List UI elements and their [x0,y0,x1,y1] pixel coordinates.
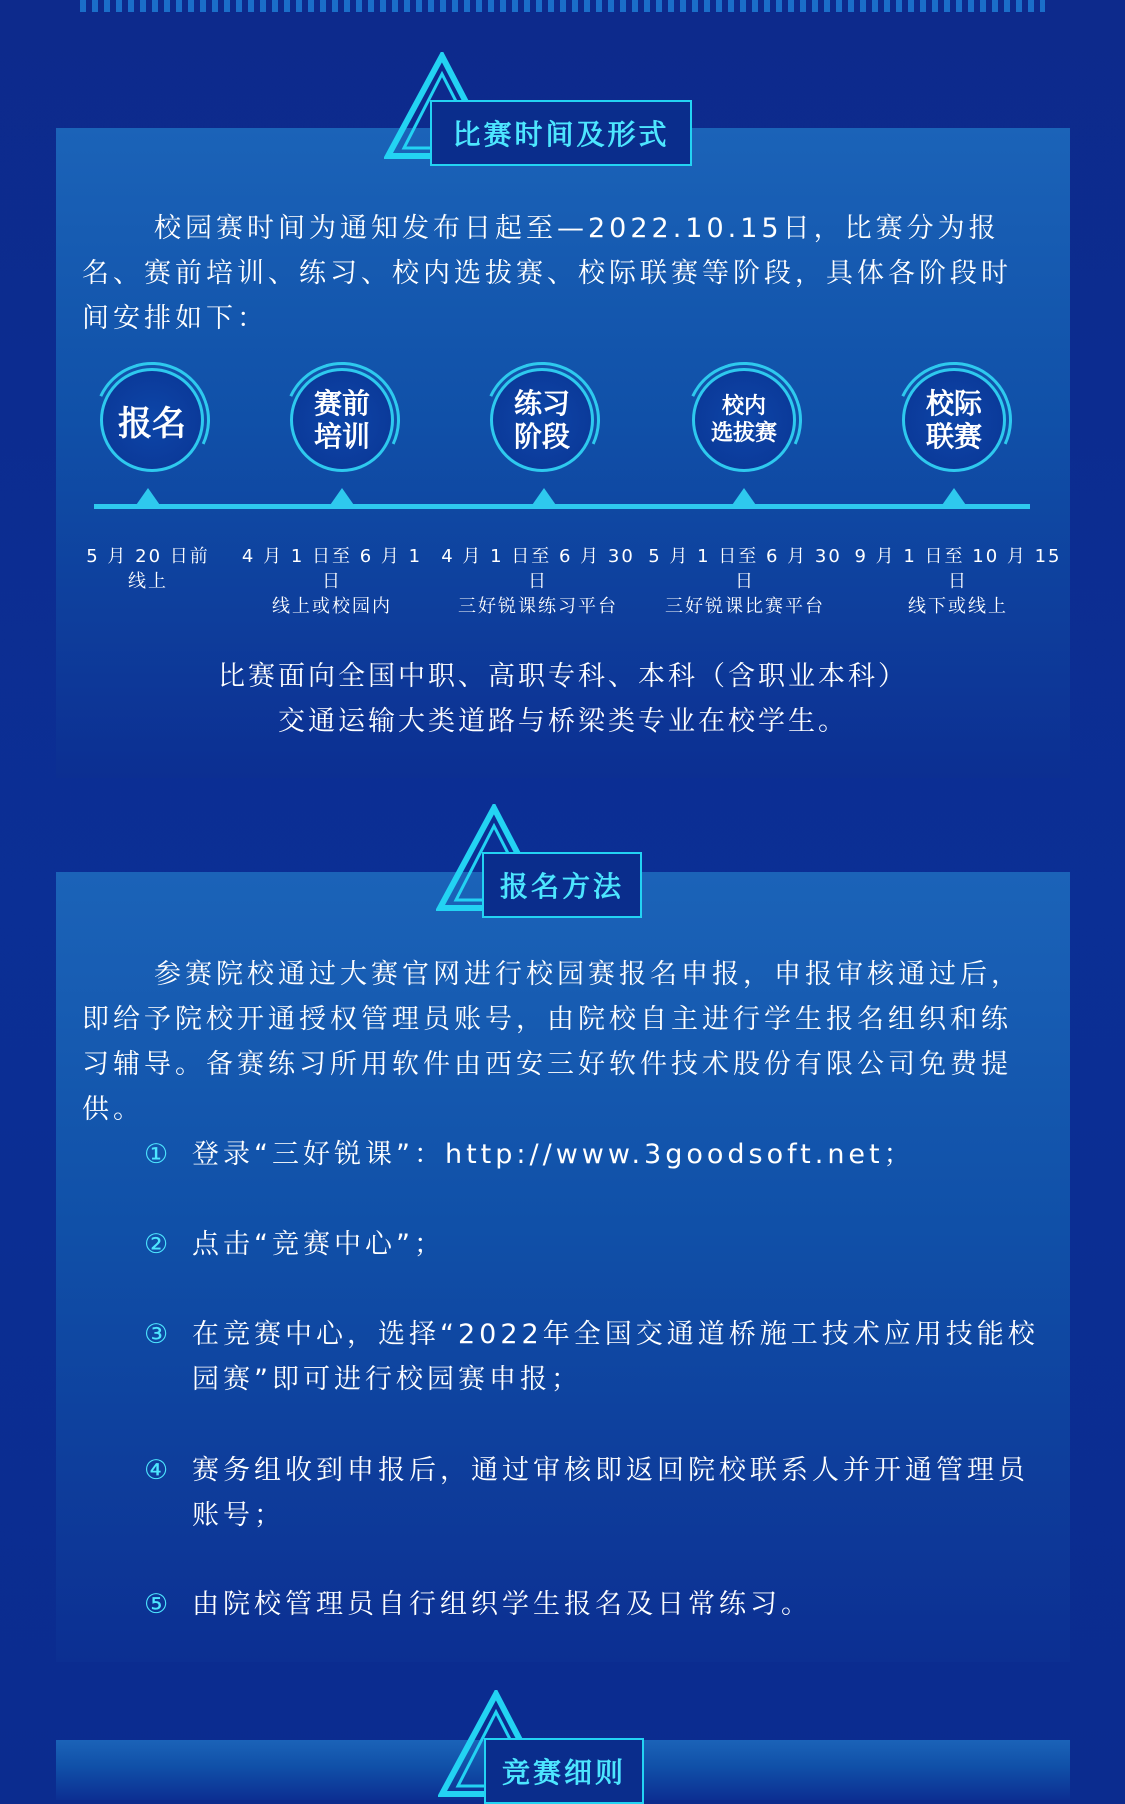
stage-intercollegiate [902,368,1012,472]
stage-date-registration: 5 月 20 日前 线上 [86,546,210,592]
step-text: 点击“竞赛中心”； [192,1229,445,1260]
stage-training [290,368,400,472]
timeline-marker [134,488,162,508]
stage-label: 练习 阶段 [513,387,570,453]
step-text: 在竞赛中心，选择“2022年全国交通道桥施工技术应用技能校园赛”即可进行校园赛申报； [192,1319,1039,1395]
step-text: 登录“三好锐课”：http://www.3goodsoft.net； [192,1139,915,1170]
step-number: ⑤ [144,1589,173,1620]
timeline-marker [328,488,356,508]
step-number: ③ [144,1319,173,1350]
schedule-intro: 校园赛时间为通知发布日起至—2022.10.15日，比赛分为报名、赛前培训、练习、校内选拔赛、校际联赛等阶段，具体各阶段时间安排如下： [82,213,1012,334]
stage-practice [490,368,600,472]
stage-date-practice: 4 月 1 日至 6 月 30 日 三好锐课练习平台 [441,546,635,617]
step-number: ① [144,1139,173,1170]
timeline-marker [530,488,558,508]
stage-registration [100,368,210,472]
stage-label: 校际 联赛 [925,387,982,453]
stage-label: 赛前 培训 [313,387,370,453]
section-title: 竞赛细则 [484,1738,644,1804]
step-text: 赛务组收到申报后，通过审核即返回院校联系人并开通管理员账号； [192,1455,1029,1531]
stage-date-internal-selection: 5 月 1 日至 6 月 30 日 三好锐课比赛平台 [648,546,842,617]
top-decoration-dots [80,0,1045,12]
timeline-marker [730,488,758,508]
registration-intro: 参赛院校通过大赛官网进行校园赛报名申报，申报审核通过后，即给予院校开通授权管理员账号，由院校自主进行学生报名组织和练习辅导。备赛练习所用软件由西安三好软件技术股份有限公司免费提供。 [82,959,1022,1125]
audience-line-2: 交通运输大类道路与桥梁类专业在校学生。 [278,706,848,737]
audience-line-1: 比赛面向全国中职、高职专科、本科（含职业本科） [218,661,908,692]
step-number: ② [144,1229,173,1260]
timeline-marker [940,488,968,508]
section-heading-schedule [384,52,704,151]
stage-label: 报名 [118,403,186,444]
section-heading-registration [436,804,676,903]
timeline-line [94,504,1030,509]
section-heading-rules [438,1690,678,1789]
stage-date-training: 4 月 1 日至 6 月 1 日 线上或校园内 [241,546,423,617]
stage-internal-selection [692,368,802,472]
section-title: 比赛时间及形式 [430,100,692,166]
section-title: 报名方法 [482,852,642,918]
stage-date-intercollegiate: 9 月 1 日至 10 月 15 日 线下或线上 [854,546,1062,617]
step-text: 由院校管理员自行组织学生报名及日常练习。 [192,1589,812,1620]
stage-label: 校内 选拔赛 [710,394,777,446]
step-number: ④ [144,1455,173,1486]
